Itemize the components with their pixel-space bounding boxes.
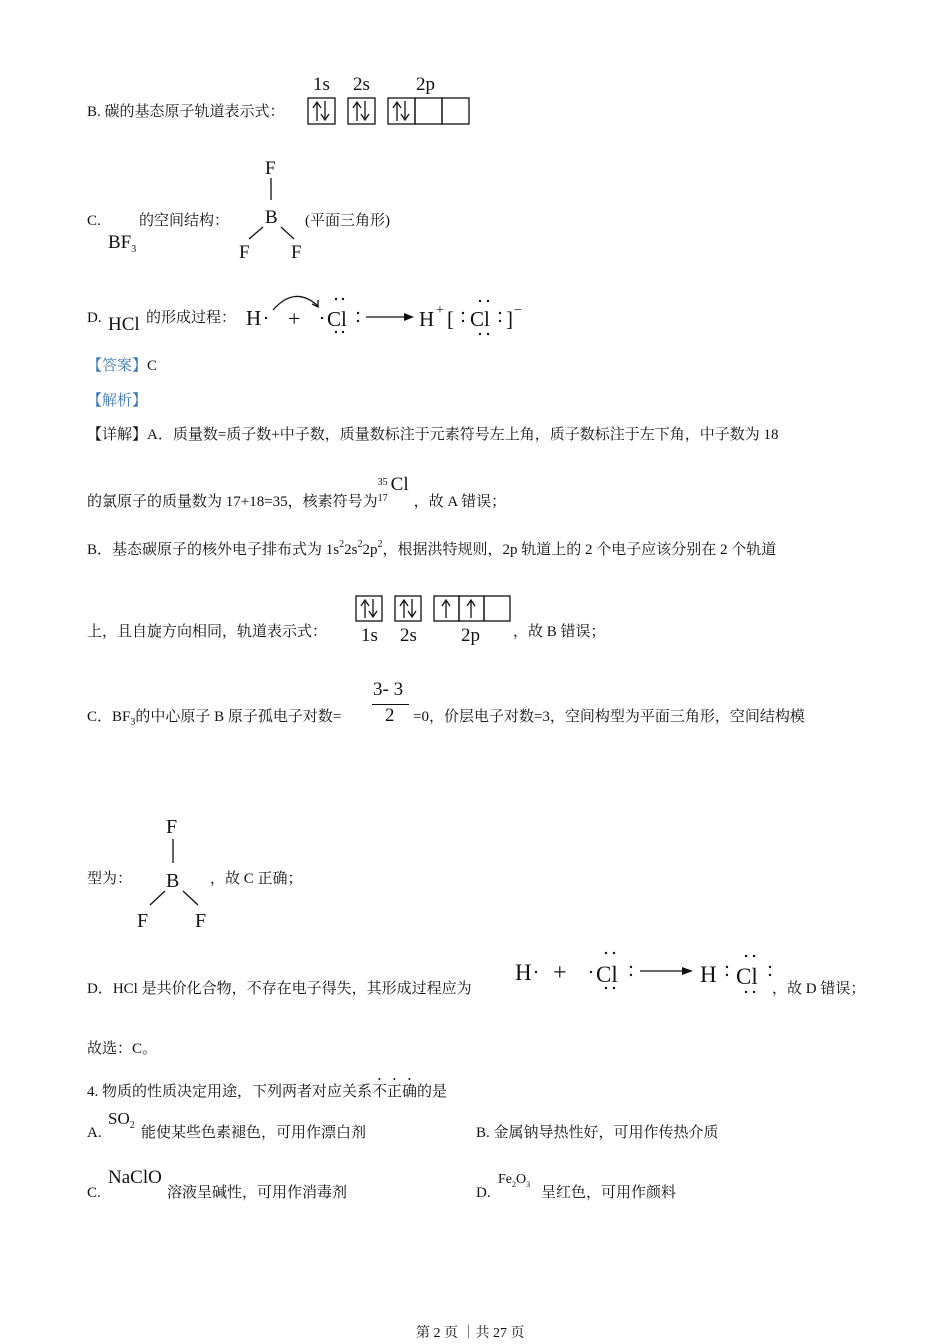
conclusion: 故选：C。 [87,1041,158,1057]
atom-f: F [195,910,207,932]
structure-note: (平面三角形) [305,213,390,229]
detail-d-line: D．HCl 是共价化合物，不存在电子得失，其形成过程应为 [87,981,472,997]
detail-c-conclusion: ，故 C 正确； [210,871,303,887]
eq-h: H [246,306,262,330]
eq-plus: + [553,960,567,986]
atom-b: B [166,870,180,892]
atom-f: F [137,910,149,932]
page-footer: 第 2 页 ｜共 27 页 [416,1326,525,1341]
atom-b: B [265,207,278,228]
option-label: C. [87,213,101,229]
analysis-label: 【解析】 [87,393,148,409]
option-d-label: D. [476,1185,491,1201]
detail-a-line1: 【详解】A．质量数=质子数+中子数，质量数标注于元素符号左上角，质子数标注于左下角，中子数为 18 [87,427,779,443]
eq-cl: Cl [327,307,347,331]
option-text: 的空间结构： [139,213,230,229]
orbital-label-2s: 2s [353,74,370,95]
answer-value: C [147,358,158,374]
eq-h: H [515,960,532,985]
detail-a-line2: 的氯原子的质量数为 17+18=35，核素符号为 35 17 Cl ，故 A 错误； [87,474,507,510]
detail-b-conclusion: ，故 B 错误； [513,624,606,640]
option-d-text: 呈红色，可用作颜料 [541,1185,677,1201]
option-a-label: A. [87,1125,102,1141]
answer-line [87,357,157,375]
fraction-denominator: 2 [385,705,395,726]
atom-f: F [265,158,276,179]
eq-h: H [700,962,717,987]
fe2o3-formula: $Fe_2O_3$ [498,1172,531,1189]
option-text: 的形成过程： [146,310,237,326]
emphasized-text: 不正确 [372,1084,418,1100]
detail-c-line1: C．$BF_3$的中心原子 B 原子孤电子对数= [87,709,342,728]
option-a-text: 能使某些色素褪色，可用作漂白剂 [141,1125,367,1141]
nuclide-symbol: 35 17 Cl [377,474,409,504]
detail-b-line2: 上，且自旋方向相同，轨道表示式： [87,624,328,640]
detail-c-line2: 型为： [87,871,133,887]
orbital-label-1s: 1s [313,74,330,95]
hcl-formula: HCl [108,314,140,335]
eq-bracket: [ [447,307,454,331]
detail-c-line1-post: =0，价层电子对数=3，空间构型为平面三角形，空间结构模 [413,709,805,725]
detail-d-conclusion: ，故 D 错误； [772,981,866,997]
option-b: B. 金属钠导热性好，可用作传热介质 [476,1125,719,1141]
answer-label: 【答案】 [87,358,148,374]
option-label: D. [87,310,102,326]
naclo-formula: NaClO [108,1167,162,1188]
eq-charge: − [514,303,522,318]
option-label: B. [87,104,101,120]
orbital-label-1s: 1s [361,625,378,646]
option-c-text: 溶液呈碱性，可用作消毒剂 [167,1185,348,1201]
atom-f: F [239,242,250,263]
fraction-numerator: 3- 3 [373,679,404,700]
option-text: 碳的基态原子轨道表示式： [104,104,285,120]
orbital-label-2p: 2p [461,625,480,646]
eq-cl: Cl [596,962,618,987]
eq-bracket: ] [506,307,513,331]
atom-f: F [166,816,178,838]
detail-b-line1: B．基态碳原子的核外电子排布式为 $1s^22s^22p^2$，根据洪特规则，2p 轨道上的 2 个电子应该分别在 2 个轨道 [87,539,777,558]
bf3-formula: $BF_3$ [108,232,137,255]
eq-cl: Cl [736,964,758,989]
atom-f: F [291,242,302,263]
eq-charge: + [436,303,444,318]
so2-formula: $SO_2$ [108,1109,135,1131]
eq-plus: + [288,306,301,331]
option-b-prev [87,103,285,121]
option-c-label: C. [87,1185,101,1201]
eq-cl: Cl [470,307,490,331]
spin-pair-arrows [313,101,409,121]
question4-stem: 4. 物质的性质决定用途，下列两者对应关系不正确的是 [87,1084,448,1100]
orbital-label-2s: 2s [400,625,417,646]
orbital-label-2p: 2p [416,74,435,95]
eq-h: H [419,307,435,331]
